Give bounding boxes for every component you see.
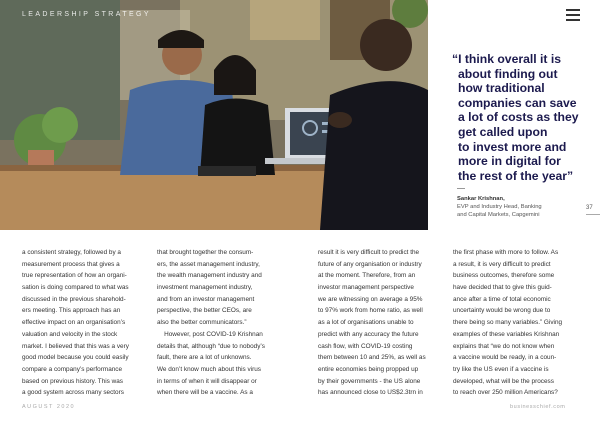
menu-bar (566, 19, 580, 21)
text-line: we are witnessing on average a 95% (318, 295, 423, 303)
text-line: ance after a time of total economic (453, 295, 551, 303)
quote-attribution (457, 195, 542, 219)
text-column-2 (157, 247, 281, 399)
text-line: true representation of how an organi- (22, 272, 127, 280)
section-tag: LEADERSHIP STRATEGY (22, 11, 151, 18)
text-line: result it is very difficult to predict the (318, 249, 420, 256)
quote-line: how traditional (458, 81, 545, 96)
text-line: sation is doing compared to what was (22, 284, 129, 292)
text-line: examples of these variables Krishnan (453, 330, 560, 338)
text-line: based on previous history. This was (22, 377, 123, 385)
author-title: EVP and Industry Head, Banking (457, 204, 542, 210)
quote-line: the rest of the year” (458, 168, 574, 183)
text-line: ers, the asset management industry, (157, 260, 260, 268)
author-name: Sankar Krishnan, (457, 196, 505, 202)
text-line: by their governments - the US alone (318, 377, 421, 385)
quote-line: more in digital for (458, 154, 561, 169)
footer-site[interactable]: businesschief.com (510, 404, 566, 410)
quote-line: a lot of costs as they (458, 110, 579, 125)
text-line: effective impact on an organisation’s (22, 319, 126, 327)
text-column-4 (453, 247, 581, 399)
quote-line: get called upon (458, 124, 548, 139)
text-line: to 97% work from home ratio, as well (318, 307, 423, 315)
text-line: perspective, the better CEOs, are (157, 307, 252, 315)
text-line: predict with any accuracy the future (318, 330, 419, 338)
text-line: We don’t know much about this virus (157, 365, 261, 373)
text-line: a vaccine would be ready, in a coun- (453, 354, 557, 362)
text-line: future of any organisation or industry (318, 260, 422, 268)
text-line: try like the US even if a vaccine is (453, 365, 549, 373)
text-line: cash flow, with COVID-19 costing (318, 342, 413, 350)
text-line: them between 10 and 25%, as well as (318, 354, 426, 362)
text-line: have decided that to give this guid- (453, 284, 552, 292)
text-line: However, post COVID-19 Krishnan (157, 330, 263, 338)
text-column-3 (318, 247, 442, 399)
page-number: 37 (586, 205, 593, 211)
text-line: also the better communicators.” (157, 319, 247, 327)
text-line: there being so many variables.” Giving (453, 319, 563, 327)
text-line: the first phase with more to follow. As (453, 249, 559, 256)
quote-line: to invest more and (458, 139, 567, 154)
page-number-rule (586, 214, 600, 215)
text-line: business outcomes, therefore some (453, 272, 555, 280)
hero-photo (0, 0, 428, 230)
text-line: a result, it is very difficult to predict (453, 260, 551, 268)
text-line: ers meeting. This approach has an (22, 307, 121, 315)
text-line: fault, there are a lot of unknowns. (157, 354, 252, 362)
text-line: the wealth management industry and (157, 272, 262, 280)
footer-date: AUGUST 2020 (22, 404, 76, 410)
menu-bar (566, 9, 580, 11)
text-line: investor management perspective (318, 284, 414, 292)
text-line: market. I believed that this was a very (22, 342, 129, 350)
text-line: valuation and velocity in the stock (22, 330, 118, 338)
author-title: and Capital Markets, Capgemini (457, 212, 540, 218)
text-line: when there will be a vaccine. As a (157, 389, 253, 397)
text-column-1 (22, 247, 146, 399)
quote-divider (457, 188, 465, 189)
text-line: as a lot of organisations unable to (318, 319, 414, 327)
hamburger-menu-icon[interactable] (566, 9, 580, 21)
quote-line: companies can save (458, 95, 577, 110)
text-line: measurement process that gives a (22, 260, 120, 268)
text-line: entire economies being propped up (318, 365, 419, 373)
text-line: details that, although “due to nobody’s (157, 342, 265, 350)
text-line: has announced close to US$2.3trn in (318, 389, 423, 397)
text-line: at the moment. Therefore, from an (318, 272, 416, 280)
text-line: good model because you could easily (22, 354, 129, 362)
text-line: that brought together the consum- (157, 249, 254, 256)
text-line: to reach over 250 million Americans? (453, 389, 558, 397)
quote-line: “I think overall it is (452, 52, 562, 66)
text-line: developed, what will be the process (453, 377, 554, 385)
text-line: a good system across many sectors (22, 389, 124, 397)
text-line: compare a company’s performance (22, 365, 123, 373)
text-line: uncertainty would be wrong due to (453, 307, 551, 315)
pull-quote (452, 52, 594, 183)
office-meeting-illustration (0, 0, 428, 230)
text-line: in terms of when it will disappear or (157, 377, 257, 385)
text-line: and from an investor management (157, 295, 255, 303)
text-line: a consistent strategy, followed by a (22, 249, 121, 256)
text-line: investment management industry, (157, 284, 253, 292)
text-line: explains that “we do not know when (453, 342, 555, 350)
text-line: discussed in the previous sharehold- (22, 295, 126, 303)
menu-bar (566, 14, 580, 16)
quote-line: about finding out (458, 66, 558, 81)
